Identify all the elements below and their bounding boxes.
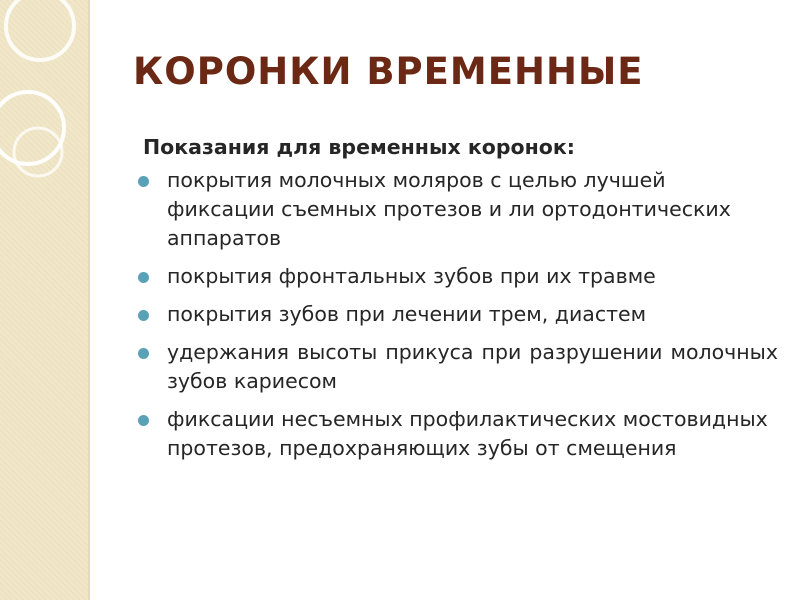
bullet-item xyxy=(138,166,778,253)
bullet-list xyxy=(138,166,778,463)
bullet-text: фиксации несъемных профилактических мостовидных протезов, предохраняющих зубы от смещения xyxy=(167,407,768,460)
bullet-text: удержания высоты прикуса при разрушении молочных зубов кариесом xyxy=(167,340,778,393)
bullet-item xyxy=(138,405,778,463)
bullet-item xyxy=(138,300,778,329)
slide-content xyxy=(138,133,778,472)
decorative-side-panel xyxy=(0,0,88,600)
decorative-circles xyxy=(0,0,88,600)
bullet-dot-icon xyxy=(138,310,149,321)
bullet-text: покрытия молочных моляров с целью лучшей фиксации съемных протезов и ли ортодонтических аппаратов xyxy=(167,168,731,250)
bullet-item xyxy=(138,338,778,396)
side-panel-edge xyxy=(88,0,90,600)
subheading: Показания для временных коронок: xyxy=(143,135,575,159)
bullet-dot-icon xyxy=(138,176,149,187)
bullet-dot-icon xyxy=(138,272,149,283)
bullet-dot-icon xyxy=(138,348,149,359)
bullet-dot-icon xyxy=(138,415,149,426)
decorative-circle-top xyxy=(6,0,74,60)
bullet-text: покрытия зубов при лечении трем, диастем xyxy=(167,302,647,326)
bullet-item xyxy=(138,262,778,291)
bullet-text: покрытия фронтальных зубов при их травме xyxy=(167,264,656,288)
slide-title: КОРОНКИ ВРЕМЕННЫЕ xyxy=(133,50,644,93)
